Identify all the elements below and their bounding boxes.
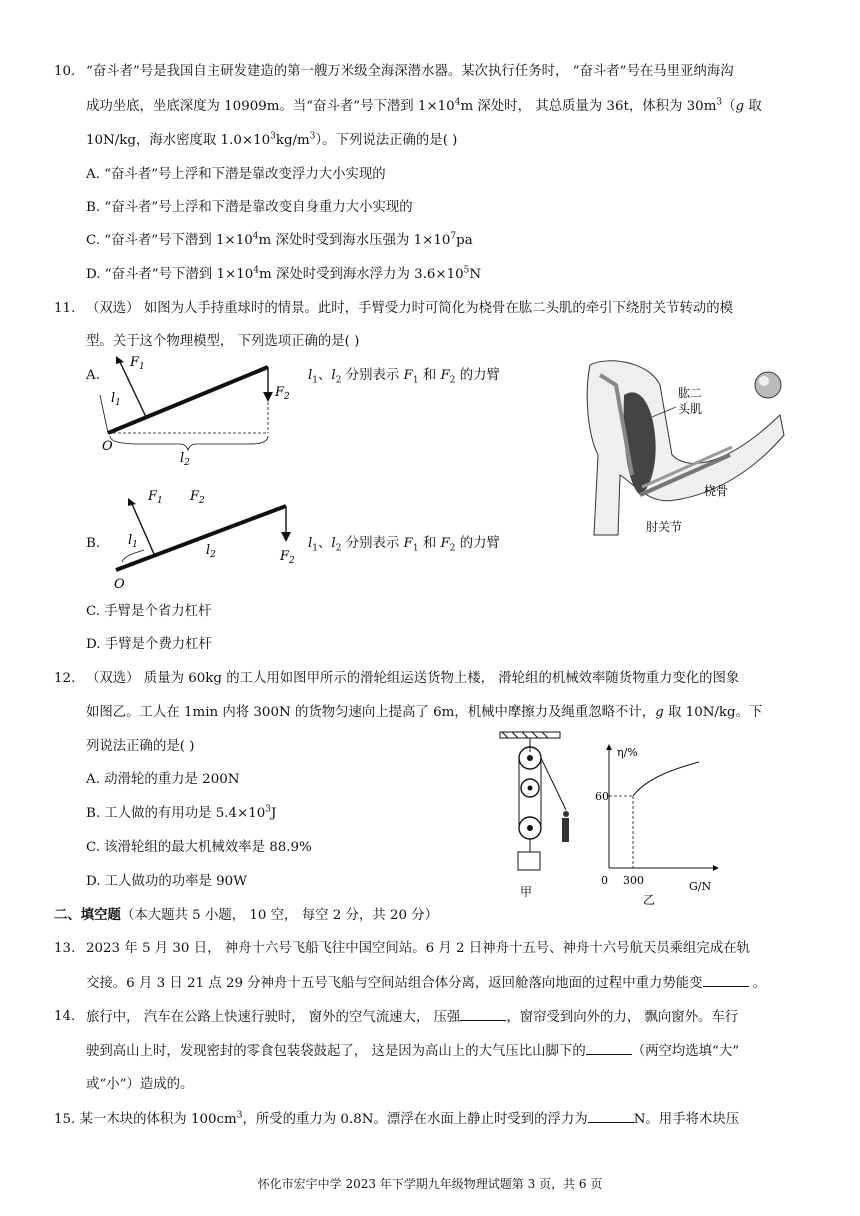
q12-option-a: A. 动滑轮的重力是 200N bbox=[86, 772, 240, 787]
label-f2-a: $F_2$ bbox=[275, 385, 290, 402]
q11-option-b-text: $l_1$、$l_2$ 分别表示 $F_1$ 和 $F_2$ 的力臂 bbox=[308, 536, 500, 554]
label-o-a: O bbox=[102, 439, 113, 454]
label-l1-a: $l_1$ bbox=[111, 391, 121, 408]
q11-option-d: D. 手臂是个费力杠杆 bbox=[86, 637, 212, 652]
q15-blank[interactable] bbox=[588, 1110, 634, 1123]
q11-number: 11. bbox=[54, 301, 76, 316]
q12-option-d: D. 工人做功的功率是 90W bbox=[86, 874, 247, 889]
label-biceps-1: 肱二 bbox=[678, 386, 703, 400]
efficiency-graph bbox=[595, 740, 720, 908]
pulley-figure bbox=[490, 728, 590, 906]
label-yi: 乙 bbox=[643, 893, 656, 907]
page-footer: 怀化市宏宇中学 2023 年下学期九年级物理试题第 3 页，共 6 页 bbox=[257, 1177, 603, 1191]
q14-line3: 或“小”）造成的。 bbox=[86, 1077, 194, 1092]
label-biceps-2: 头肌 bbox=[678, 402, 703, 416]
q10-option-d: D. “奋斗者”号下潜到 $1\times 10^4m$ 深处时受到海水浮力为 $3.6\times 10^5N$ bbox=[86, 265, 482, 282]
q13-number: 13. bbox=[54, 941, 76, 956]
label-f2-b-top: $F_2$ bbox=[190, 489, 205, 506]
q12-line3: 列说法正确的是( ) bbox=[86, 739, 195, 754]
q10-option-b: B. “奋斗者”号上浮和下潜是靠改变自身重力大小实现的 bbox=[86, 200, 413, 215]
axis-y-label: η/% bbox=[617, 746, 638, 759]
q15-line1: 15. 某一木块的体积为 $100cm^3$，所受的重力为 0.8N。漂浮在水面上静止时受到的浮力为 N。用手将木块压 bbox=[54, 1110, 740, 1127]
label-f2-b: $F_2$ bbox=[280, 549, 295, 566]
tick-60: 60 bbox=[595, 790, 609, 803]
label-f1-a: $F_1$ bbox=[130, 355, 145, 372]
q13-blank[interactable] bbox=[703, 974, 749, 987]
q11-option-b-label: B. bbox=[86, 536, 101, 551]
section2-heading: 二、填空题（本大题共 5 小题， 10 空， 每空 2 分，共 20 分） bbox=[54, 907, 439, 923]
q10-number: 10. bbox=[54, 64, 76, 79]
q14-blank-2[interactable] bbox=[586, 1042, 632, 1055]
label-radius: 桡骨 bbox=[704, 484, 729, 498]
q10-option-c: C. “奋斗者”号下潜到 $1\times 10^4m$ 深处时受到海水压强为 $1\times 10^7pa$ bbox=[86, 231, 473, 248]
q12-option-b: B. 工人做的有用功是 $5.4\times 10^3J$ bbox=[86, 804, 277, 821]
label-o-b: O bbox=[114, 577, 125, 592]
tick-300: 300 bbox=[623, 874, 644, 887]
q11-option-c: C. 手臂是个省力杠杆 bbox=[86, 604, 212, 619]
q12-line1: （双选） 质量为 60kg 的工人用如图甲所示的滑轮组运送货物上楼， 滑轮组的机械效率随货物重力变化的图象 bbox=[86, 671, 740, 686]
q10-line1: “奋斗者”号是我国自主研发建造的第一艘万米级全海深潜水器。某次执行任务时， “奋斗者”号在马里亚纳海沟 bbox=[86, 64, 734, 79]
q12-line2: 如图乙。工人在 1min 内将 300N 的货物匀速向上提高了 6m，机械中摩擦力及绳重忽略不计，g 取 10N/kg。下 bbox=[86, 705, 763, 720]
q14-number: 14. bbox=[54, 1009, 76, 1024]
axis-x-label: G/N bbox=[689, 880, 712, 893]
q11-line1: （双选） 如图为人手持重球时的情景。此时，手臂受力时可简化为桡骨在肱二头肌的牵引下绕肘关节转动的模 bbox=[86, 301, 734, 316]
arm-illustration bbox=[580, 355, 790, 545]
tick-0: 0 bbox=[601, 874, 608, 887]
q12-number: 12. bbox=[54, 671, 76, 686]
q11-line2: 型。关于这个物理模型， 下列选项正确的是( ) bbox=[86, 334, 360, 349]
q14-line2: 驶到高山上时，发现密封的零食包装袋鼓起了， 这是因为高山上的大气压比山脚下的 （两空均选填“大” bbox=[86, 1044, 740, 1059]
q13-line2: 交接。6 月 3 日 21 点 29 分神舟十五号飞船与空间站组合体分离，返回舱落向地面的过程中重力势能变 。 bbox=[86, 976, 767, 991]
lever-diagram-a bbox=[100, 340, 310, 468]
label-elbow: 肘关节 bbox=[646, 520, 683, 534]
label-l1-b: $l_1$ bbox=[128, 533, 138, 550]
q14-blank-1[interactable] bbox=[460, 1008, 506, 1021]
label-l2-a: $l_2$ bbox=[180, 451, 190, 468]
q12-option-c: C. 该滑轮组的最大机械效率是 88.9% bbox=[86, 840, 312, 855]
q13-line1: 2023 年 5 月 30 日， 神舟十六号飞船飞往中国空间站。6 月 2 日神舟十五号、神舟十六号航天员乘组完成在轨 bbox=[86, 941, 750, 956]
q11-option-a-text: $l_1$、$l_2$ 分别表示 $F_1$ 和 $F_2$ 的力臂 bbox=[308, 368, 500, 386]
lever-diagram-b bbox=[108, 478, 308, 593]
q11-option-a-label: A. bbox=[86, 368, 100, 383]
label-f1-b: $F_1$ bbox=[148, 489, 163, 506]
label-l2-b: $l_2$ bbox=[206, 543, 216, 560]
q10-line3: 10N/kg，海水密度取 $1.0\times 10^3kg/m^3$）。下列说法正确的是( ) bbox=[86, 131, 458, 148]
q14-line1: 旅行中， 汽车在公路上快速行驶时， 窗外的空气流速大， 压强 ，窗帘受到向外的力， 飘向窗外。车行 bbox=[86, 1010, 739, 1025]
q10-option-a: A. “奋斗者”号上浮和下潜是靠改变浮力大小实现的 bbox=[86, 167, 386, 182]
label-jia: 甲 bbox=[520, 885, 533, 899]
q10-line2: 成功坐底，坐底深度为 10909m。当“奋斗者”号下潜到 $1\times 10^4m$ 深处时， 其总质量为 36t，体积为 $30m^3(g$ 取 bbox=[86, 97, 762, 114]
